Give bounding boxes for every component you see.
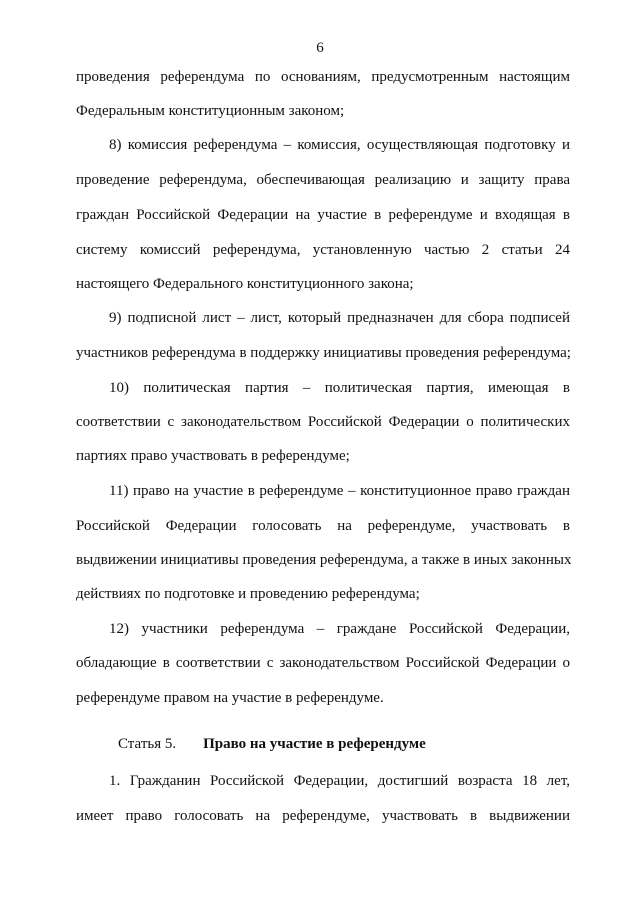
text-line: Российской Федерации голосовать на референдуме, участвовать в — [76, 518, 570, 534]
article-heading — [118, 736, 426, 753]
text-line: 10) политическая партия – политическая партия, имеющая в — [109, 380, 570, 396]
text-line: участников референдума в поддержку инициативы проведения референдума; — [76, 345, 571, 361]
text-line: 9) подписной лист – лист, который предназначен для сбора подписей — [109, 310, 570, 326]
text-line: настоящего Федерального конституционного закона; — [76, 276, 414, 292]
text-line: выдвижении инициативы проведения референдума, а также в иных законных — [76, 552, 572, 568]
text-line: референдуме правом на участие в референдуме. — [76, 690, 384, 706]
text-line: действиях по подготовке и проведению референдума; — [76, 586, 420, 602]
text-line: Федеральным конституционным законом; — [76, 103, 345, 119]
text-line: проведение референдума, обеспечивающая реализацию и защиту права — [76, 172, 570, 188]
article-label: Статья 5. — [118, 736, 177, 752]
text-line: граждан Российской Федерации на участие в референдуме и входящая в — [76, 207, 570, 223]
text-line: партиях право участвовать в референдуме; — [76, 448, 350, 464]
text-line: 12) участники референдума – граждане Российской Федерации, — [109, 621, 570, 637]
text-line: проведения референдума по основаниям, предусмотренным настоящим — [76, 69, 570, 85]
article-title: Право на участие в референдуме — [203, 736, 426, 752]
text-line: 8) комиссия референдума – комиссия, осуществляющая подготовку и — [109, 137, 570, 153]
text-line: 1. Гражданин Российской Федерации, достигший возраста 18 лет, — [109, 773, 570, 789]
text-line: соответствии с законодательством Российской Федерации о политических — [76, 414, 570, 430]
text-line: обладающие в соответствии с законодательством Российской Федерации о — [76, 655, 570, 671]
text-line: 11) право на участие в референдуме – конституционное право граждан — [109, 483, 570, 499]
text-line: систему комиссий референдума, установленную частью 2 статьи 24 — [76, 242, 570, 258]
page-number: 6 — [316, 40, 324, 56]
text-line: имеет право голосовать на референдуме, участвовать в выдвижении — [76, 808, 570, 824]
